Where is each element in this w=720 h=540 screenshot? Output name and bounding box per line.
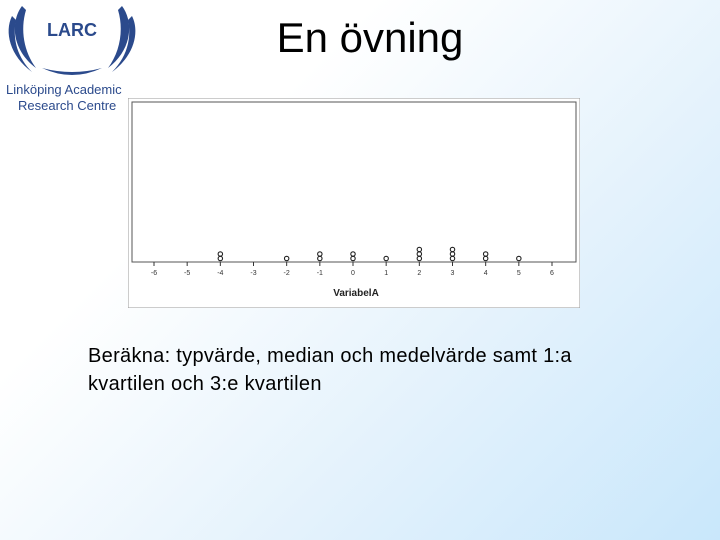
x-tick-label: 3 (450, 270, 455, 277)
x-tick-label: -6 (150, 270, 158, 277)
dot-plot-svg (128, 98, 580, 308)
instruction-line-1: Beräkna: typvärde, median och medelvärde samt 1:a (88, 345, 572, 367)
slide-title: En övning (276, 14, 464, 61)
x-tick-label: -4 (217, 270, 224, 277)
larc-logo (2, 2, 142, 114)
x-tick-label: -5 (184, 270, 191, 277)
dot-plot (128, 98, 580, 308)
x-tick-label: 1 (384, 270, 389, 277)
logo-line-1: Linköping Academic (6, 82, 122, 97)
logo-line-2: Research Centre (18, 98, 117, 113)
larc-wings-icon (2, 2, 142, 82)
x-tick-label: -2 (283, 270, 290, 277)
x-tick-label: -3 (250, 270, 257, 277)
x-tick-label: 2 (417, 270, 422, 277)
x-tick-label: 4 (483, 270, 488, 277)
plot-area (132, 102, 576, 262)
x-tick-label: 0 (351, 270, 355, 277)
logo-acronym: LARC (47, 20, 97, 40)
x-tick-label: 6 (550, 270, 554, 277)
instruction-line-2: kvartilen och 3:e kvartilen (88, 373, 322, 395)
exercise-instructions (88, 342, 688, 398)
x-axis-label: VariabelA (333, 288, 379, 299)
x-tick-label: 5 (516, 270, 521, 277)
x-tick-label: -1 (316, 270, 323, 277)
